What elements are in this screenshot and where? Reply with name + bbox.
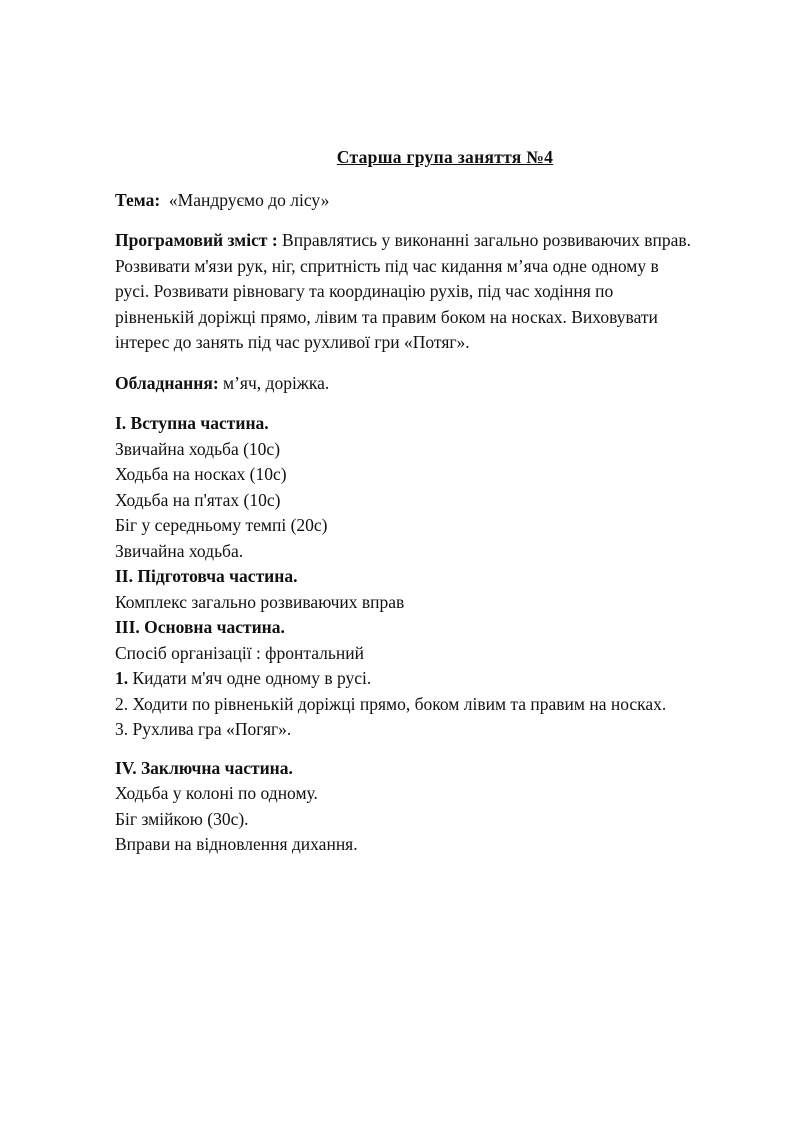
program-text: Вправлятись у виконанні загально розвиваючих вправ. (282, 230, 692, 250)
spacer (115, 356, 735, 371)
spacer (115, 396, 735, 411)
theme-line (115, 188, 735, 214)
list-item: Вправи на відновлення дихання. (115, 834, 358, 854)
program-line-2: Розвивати м'язи рук, ніг, спритність під час кидання м’яча одне одному в (115, 255, 659, 276)
list-item: Біг змійкою (30с). (115, 808, 249, 829)
section-preparatory (115, 564, 735, 615)
page-title: Старша група заняття №4 (336, 147, 554, 167)
program-line-5: інтерес до занять під час рухливої гри «Потяг». (115, 332, 470, 352)
section-heading: ІІІ. Основна частина. (115, 617, 285, 637)
list-item (115, 717, 735, 743)
list-item (115, 666, 735, 692)
list-item: Ходьба на п'ятах (10с) (115, 489, 281, 510)
section-heading: І. Вступна частина. (115, 413, 269, 433)
item-number: 2. (115, 693, 129, 714)
equipment-line (115, 371, 735, 397)
section-heading: ІІ. Підготовча частина. (115, 566, 298, 586)
theme-value: «Мандруємо до лісу» (168, 189, 330, 210)
program-content (115, 228, 735, 356)
equipment-value: м’яч, доріжка. (223, 372, 330, 393)
item-text: Ходити по рівненькій доріжці прямо, боком лівим та правим на носках. (128, 693, 667, 714)
theme-label: Тема: (115, 189, 161, 210)
list-item: Біг у середньому темпі (20с) (115, 515, 328, 535)
program-line-3: русі. Розвивати рівновагу та координацію рухів, під час ходіння по (115, 281, 614, 301)
list-item: Звичайна ходьба (10с) (115, 438, 281, 459)
organization-line: Спосіб організації : фронтальний (115, 642, 364, 663)
program-line-1 (115, 228, 735, 254)
list-item: Ходьба на носках (10с) (115, 464, 287, 484)
section-main (115, 615, 735, 743)
list-item: Ходьба у колоні по одному. (115, 783, 318, 803)
program-label: Програмовий зміст : (115, 230, 278, 250)
item-text: Кидати м'яч одне одному в русі. (128, 668, 372, 688)
section-intro (115, 411, 735, 564)
item-text: Рухлива гра «Погяг». (128, 719, 292, 739)
item-number: 1. (115, 668, 129, 688)
program-line-4: рівненькій доріжці прямо, лівим та правим боком на носках. Виховувати (115, 306, 658, 327)
spacer (115, 213, 735, 228)
section-heading: ІV. Заключна частина. (115, 757, 293, 778)
list-item: Комплекс загально розвиваючих вправ (115, 591, 405, 612)
document-page (115, 145, 735, 858)
list-item: Звичайна ходьба. (115, 540, 244, 561)
section-final (115, 756, 735, 858)
spacer (115, 743, 735, 756)
list-item (115, 692, 735, 718)
item-number: 3. (115, 719, 129, 739)
equipment-label: Обладнання: (115, 372, 219, 393)
